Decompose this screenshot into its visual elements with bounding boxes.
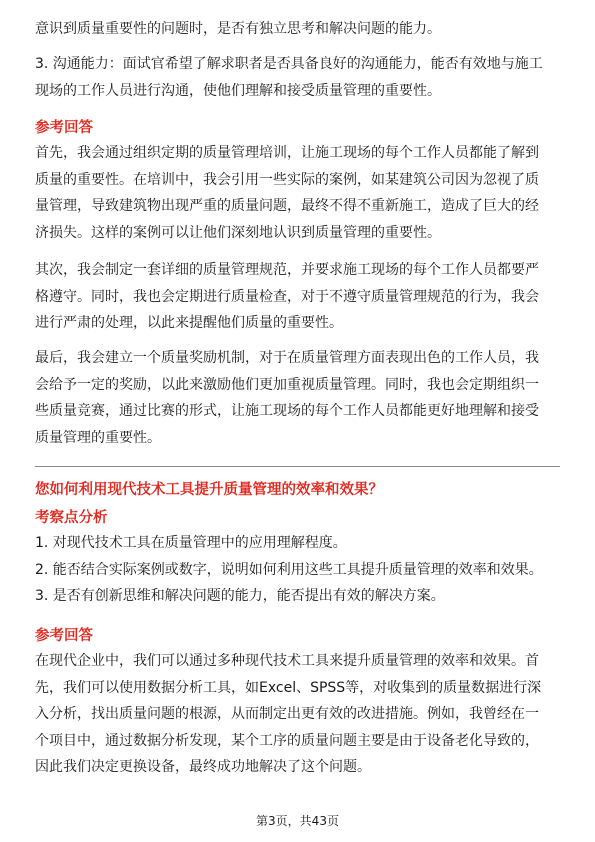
- analysis-heading: 考察点分析: [35, 510, 108, 526]
- text-line: 其次，我会制定一套详细的质量管理规范，并要求施工现场的每个工作人员都要严: [35, 262, 539, 278]
- list-item: 2. 能否结合实际案例或数字，说明如何利用这些工具提升质量管理的效率和效果。: [35, 561, 543, 578]
- text-line: 个项目中，通过数据分析发现，某个工序的质量问题主要是由于设备老化导致的，: [35, 732, 539, 749]
- text-line: 首先，我会通过组织定期的质量管理培训，让施工现场的每个工作人员都能了解到: [35, 145, 539, 161]
- text-line: 在现代企业中，我们可以通过多种现代技术工具来提升质量管理的效率和效果。首: [35, 653, 539, 669]
- text-line: 先，我们可以使用数据分析工具，如Excel、SPSS等，对收集到的质量数据进行深: [35, 679, 542, 696]
- answer-paragraph-second: [35, 257, 560, 337]
- list-item: 3. 是否有创新思维和解决问题的能力，能否提出有效的解决方案。: [35, 588, 445, 604]
- text-line: 最后，我会建立一个质量奖励机制，对于在质量管理方面表现出色的工作人员，我: [35, 350, 539, 366]
- text-line: 量管理，导致建筑物出现严重的质量问题，最终不得不重新施工，造成了巨大的经: [35, 198, 539, 214]
- reference-answer-heading: 参考回答: [35, 628, 93, 644]
- communication-point: [35, 51, 560, 104]
- text-line: 质量管理的重要性。: [35, 429, 161, 446]
- section-divider: [35, 466, 560, 467]
- page-number: 第3页，共43页: [256, 814, 339, 828]
- text-line: 格遵守。同时，我也会定期进行质量检查，对于不遵守质量管理规范的行为，我会: [35, 288, 539, 305]
- text-line: 质量的重要性。在培训中，我会引用一些实际的案例，如某建筑公司因为忽视了质: [35, 171, 539, 188]
- list-item: 1. 对现代技术工具在质量管理中的应用理解程度。: [35, 535, 347, 551]
- text-line: 因此我们决定更换设备，最终成功地解决了这个问题。: [35, 759, 371, 775]
- analysis-points: [35, 530, 560, 610]
- text-line: 现场的工作人员进行沟通，使他们理解和接受质量管理的重要性。: [35, 82, 441, 99]
- text-line: 会给予一定的奖励，以此来激励他们更加重视质量管理。同时，我也会定期组织一: [35, 376, 539, 393]
- text-line: 进行严肃的处理，以此来提醒他们质量的重要性。: [35, 315, 343, 331]
- text-line: 入分析，找出质量问题的根源，从而制定出更有效的改进措施。例如，我曾经在一: [35, 706, 539, 722]
- answer-paragraph-first: [35, 140, 560, 246]
- answer-paragraph: [35, 648, 560, 781]
- question-title: 您如何利用现代技术工具提升质量管理的效率和效果？: [35, 482, 383, 498]
- reference-answer-heading: 参考回答: [35, 120, 93, 136]
- text-line: 意识到质量重要性的问题时，是否有独立思考和解决问题的能力。: [35, 21, 441, 37]
- text-line: 济损失。这样的案例可以让他们深刻地认识到质量管理的重要性。: [35, 224, 441, 241]
- intro-paragraph: [35, 16, 560, 43]
- text-line: 些质量竞赛，通过比赛的形式，让施工现场的每个工作人员都能更好地理解和接受: [35, 403, 539, 419]
- text-line: 3. 沟通能力：面试官希望了解求职者是否具备良好的沟通能力，能否有效地与施工: [35, 56, 543, 72]
- answer-paragraph-third: [35, 345, 560, 451]
